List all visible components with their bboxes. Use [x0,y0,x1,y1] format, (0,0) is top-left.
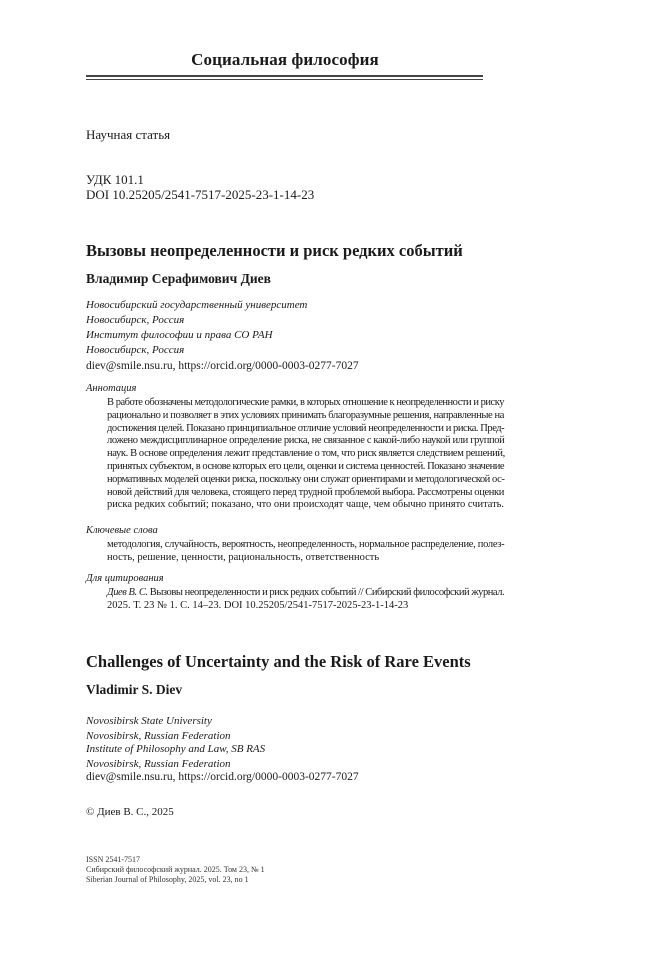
affiliation-ru-2 [86,328,273,358]
affiliation-en-1 [86,714,231,744]
keywords-line: методология, случайность, вероятность, неопределенность, нормальное распределение, полез- [107,539,505,550]
article-title-ru: Вызовы неопределенности и риск редких событий [86,241,463,260]
abstract-line: нормативных моделей оценки риска, поскольку они служат ориентирами и методологической ос- [107,473,505,485]
section-title: Социальная философия [191,50,379,69]
affiliation-ru-1 [86,298,307,328]
udk-code: УДК 101.1 [86,172,144,187]
abstract-line: наук. В основе определения лежит представление о том, что риск является следствием решений, [107,448,505,460]
citation-line [107,587,504,600]
contact-en[interactable]: diev@smile.nsu.ru, https://orcid.org/0000-0003-0277-7027 [86,771,359,783]
abstract-line: рационально и позволяет в этих условиях принимать благоразумные решения, направленные на [107,409,505,421]
article-type: Научная статья [86,127,171,142]
abstract-line: ложено междисциплинарное определение риска, не связанное с какой-либо наукой или группой [107,435,505,447]
author-name-ru: Владимир Серафимович Диев [86,271,271,286]
affiliation-org: Novosibirsk State University [86,715,212,727]
keywords-text [107,539,504,565]
header-double-rule [86,75,483,80]
affiliation-city: Новосибирск, Россия [86,314,185,326]
keywords-label: Ключевые слова [86,525,158,536]
author-name-en: Vladimir S. Diev [86,682,183,697]
abstract-line: достижения целей. Показано принципиальное отличие условий неопределенности и риска. Пред- [107,422,505,434]
doi: DOI 10.25205/2541-7517-2025-23-1-14-23 [86,187,315,202]
footer-journal-en: Siberian Journal of Philosophy, 2025, vol. 23, no 1 [86,875,249,884]
citation-title: Вызовы неопределенности и риск редких событий // Сибирский философский журнал. [149,587,505,598]
affiliation-org: Институт философии и права СО РАН [86,329,273,341]
affiliation-en-2 [86,742,265,772]
abstract-label: Аннотация [86,383,137,394]
citation-line: 2025. Т. 23 № 1. С. 14–23. DOI 10.25205/2541-7517-2025-23-1-14-23 [107,599,409,611]
footer-journal-ru: Сибирский философский журнал. 2025. Том 23, № 1 [86,865,265,874]
affiliation-org: Institute of Philosophy and Law, SB RAS [86,743,266,755]
affiliation-city: Novosibirsk, Russian Federation [86,730,231,742]
contact-ru[interactable]: diev@smile.nsu.ru, https://orcid.org/0000-0003-0277-7027 [86,360,359,372]
copyright: © Диев В. С., 2025 [86,806,174,818]
affiliation-city: Новосибирск, Россия [86,344,185,356]
affiliation-city: Novosibirsk, Russian Federation [86,758,231,770]
keywords-line: ность, решение, ценности, рациональность, ответственность [107,551,380,563]
article-title-en: Challenges of Uncertainty and the Risk of Rare Events [86,652,471,671]
abstract-line: принятых субъектом, в основе которых его цели, оценки и система ценностей. Показано значение [107,460,505,472]
citation-author: Диев В. С. [107,587,148,598]
footer-issn: ISSN 2541-7517 [86,855,141,864]
affiliation-org: Новосибирский государственный университет [86,299,308,311]
citation-text [107,587,504,613]
abstract-line: риска редких событий; показано, что они происходят чаще, чем обычно принято считать. [107,499,504,511]
abstract-line: В работе обозначены методологические рамки, в которых отношение к неопределенности и риску [107,397,504,408]
abstract-text [107,397,504,512]
citation-label: Для цитирования [86,573,164,584]
abstract-line: новой действий для человека, стоящего перед трудной проблемой выбора. Рассмотрены оценки [107,486,504,498]
